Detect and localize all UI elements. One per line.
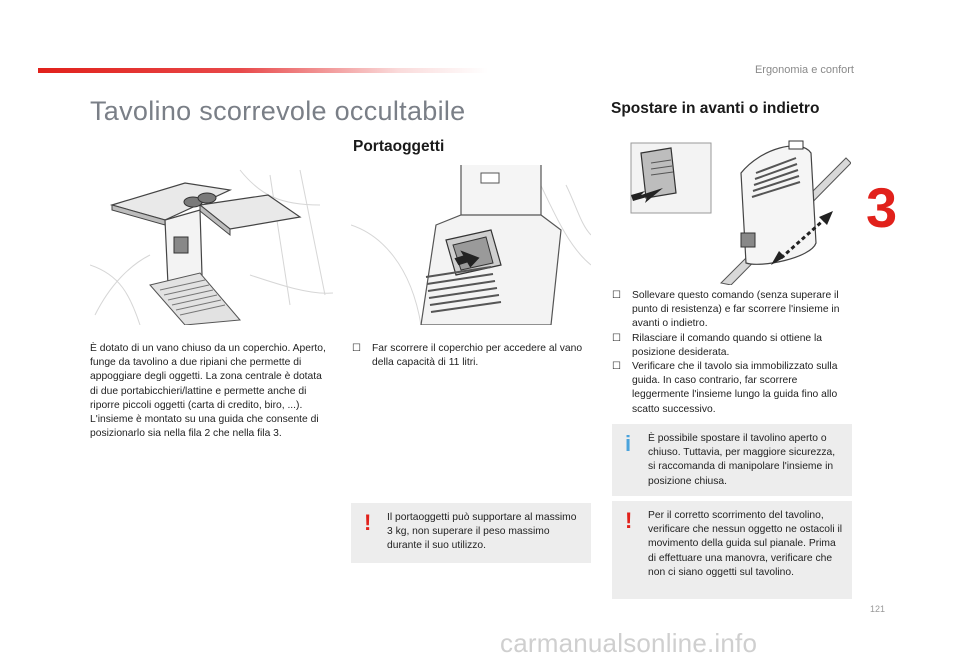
slide-heading: Spostare in avanti o indietro <box>611 100 820 117</box>
checkbox-bullet-icon: ☐ <box>612 332 621 344</box>
checkbox-bullet-icon: ☐ <box>612 290 621 301</box>
storage-bullet-text: Far scorrere il coperchio per accedere al vano della capacità di 11 litri. <box>372 343 583 369</box>
slide-warning-note <box>612 501 852 599</box>
exclamation-icon: ! <box>625 508 633 533</box>
slide-instructions <box>612 289 848 417</box>
list-item: ☐ Rilasciare il comando quando si ottiene la posizione desiderata. <box>612 332 823 358</box>
table-illustration <box>90 165 333 325</box>
exclamation-icon: ! <box>364 510 372 535</box>
checkbox-bullet-icon: ☐ <box>352 343 361 354</box>
rail-illustration <box>611 133 851 285</box>
page-number: 121 <box>870 604 886 614</box>
header-accent-bar <box>38 68 488 73</box>
slide-warning-text: Per il corretto scorrimento del tavolino, verificare che nessun oggetto ne ostacoli il movimento della guida sul pianale. Prima di effettuare una manovra, verificare che non ci siano oggetti sul tavolino. <box>648 510 843 578</box>
storage-bullet <box>352 342 602 370</box>
chapter-number: 3 <box>866 176 898 239</box>
section-title: Ergonomia e confort <box>754 64 854 76</box>
storage-heading: Portaoggetti <box>353 138 445 155</box>
storage-warning-note <box>351 503 591 563</box>
page-title: Tavolino scorrevole occultabile <box>90 96 466 126</box>
slide-info-note <box>612 424 852 496</box>
watermark: carmanualsonline.info <box>500 628 758 658</box>
storage-warning-text: Il portaoggetti può supportare al massimo 3 kg, non superare il peso massimo durante il suo utilizzo. <box>387 512 577 552</box>
list-item: ☐ Verificare che il tavolo sia immobilizzato sulla guida. In caso contrario, far scorrere leggermente l'insieme lungo la guida fino allo scatto successivo. <box>612 361 838 415</box>
checkbox-bullet-icon: ☐ <box>612 361 621 373</box>
intro-paragraph: È dotato di un vano chiuso da un coperchio. Aperto, funge da tavolino a due ripiani che permette di appoggiare degli oggetti. La zona centrale è dotata di due portabicchieri/lattine e permette anche di riporre piccoli oggetti (carta di credito, biro, ...). L'insieme è montato su una guida che consente di posizionarlo sia nella fila 2 che nella fila 3. <box>90 343 326 440</box>
slide-info-text: È possibile spostare il tavolino aperto o chiuso. Tuttavia, per maggiore sicurezza, si raccomanda di manipolare l'insieme in posizione chiusa. <box>648 433 836 487</box>
info-icon: i <box>625 431 632 456</box>
list-item: ☐ Sollevare questo comando (senza superare il punto di resistenza) e far scorrere l'insieme in avanti o indietro. <box>612 290 840 330</box>
storage-illustration <box>351 165 591 325</box>
